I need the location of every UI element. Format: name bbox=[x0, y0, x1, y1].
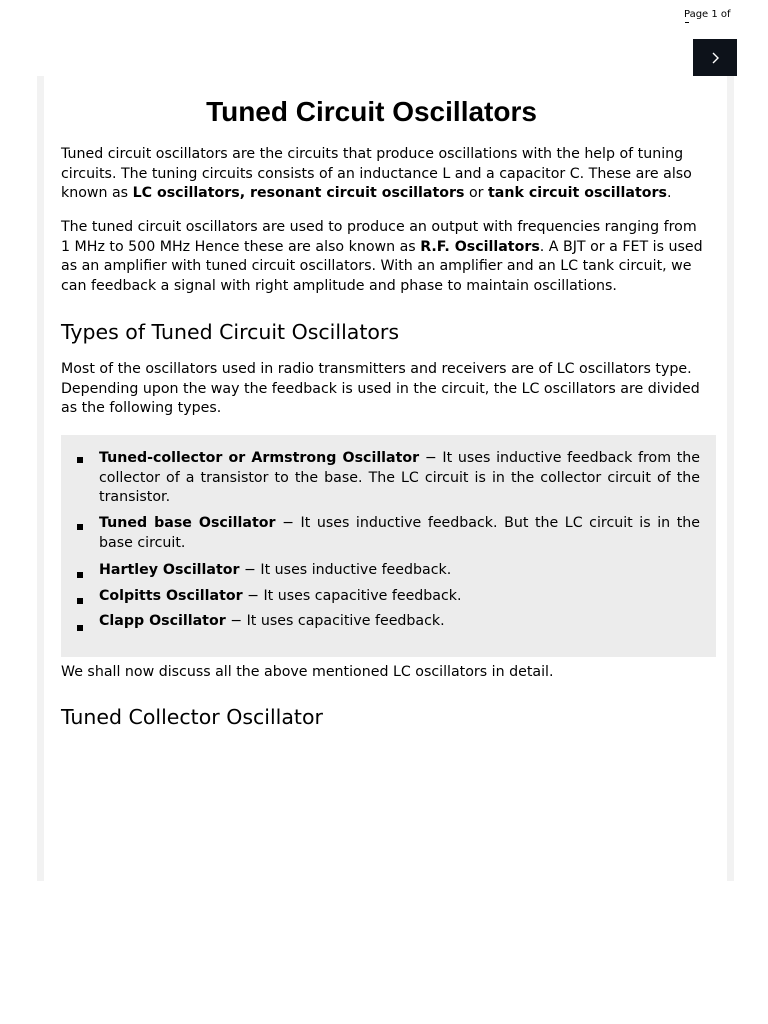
page-indicator bbox=[684, 9, 731, 20]
list-item-name: Colpitts Oscillator bbox=[99, 588, 243, 604]
document-page bbox=[44, 76, 727, 881]
list-item-desc: − It uses inductive feedback. bbox=[239, 562, 452, 578]
list-item-name: Tuned base Oscillator bbox=[99, 515, 276, 531]
rf-text-1: The tuned circuit oscillators are used to produce an output with frequencies ranging from 1 MHz to 500 MHz Hence these are also known as bbox=[61, 219, 697, 255]
list-item-desc: − It uses capacitive feedback. bbox=[242, 588, 462, 604]
list-item-text bbox=[99, 514, 700, 553]
list-item-text bbox=[99, 561, 700, 581]
intro-text-2: or bbox=[464, 185, 489, 201]
square-bullet-icon bbox=[77, 457, 83, 463]
page-indicator-text: Page 1 of bbox=[684, 9, 731, 20]
list-item-text bbox=[99, 612, 700, 632]
intro-bold-1: LC oscillators, resonant circuit oscillators bbox=[132, 185, 465, 201]
list-item-name: Clapp Oscillator bbox=[99, 613, 226, 629]
types-heading: Types of Tuned Circuit Oscillators bbox=[61, 320, 400, 344]
closing-paragraph: We shall now discuss all the above mentioned LC oscillators in detail. bbox=[61, 664, 554, 680]
list-item-name: Hartley Oscillator bbox=[99, 562, 240, 578]
list-item-desc: − It uses inductive feedback from the collector of a transistor to the base. The LC circuit is in the collector circuit of the transistor. bbox=[99, 450, 700, 505]
intro-text-1: Tuned circuit oscillators are the circuits that produce oscillations with the help of tuning circuits. The tuning circuits consists of an inductance L and a capacitor C. These are also known as bbox=[61, 146, 692, 201]
rf-paragraph bbox=[61, 218, 704, 296]
list-item-desc: − It uses inductive feedback. But the LC circuit is in the base circuit. bbox=[99, 515, 700, 551]
rf-bold-1: R.F. Oscillators bbox=[420, 238, 540, 255]
page-indicator-underline bbox=[685, 22, 689, 23]
types-intro-paragraph: Most of the oscillators used in radio transmitters and receivers are of LC oscillators type. Depending upon the way the feedback is used in the circuit, the LC oscillators are divided as the following types. bbox=[61, 361, 700, 416]
list-item-text bbox=[99, 587, 700, 607]
chevron-right-icon bbox=[710, 51, 720, 65]
list-item-text bbox=[99, 449, 700, 508]
next-section-heading: Tuned Collector Oscillator bbox=[61, 705, 323, 729]
rf-text-2: . A BJT or a FET is used as an amplifier with tuned circuit oscillators. With an amplifier and an LC tank circuit, we can feedback a signal with right amplitude and phase to maintain oscillations. bbox=[61, 238, 703, 294]
intro-paragraph bbox=[61, 145, 704, 204]
intro-bold-2: tank circuit oscillators bbox=[488, 185, 667, 201]
oscillator-types-list bbox=[61, 435, 716, 657]
intro-text-3: . bbox=[666, 185, 672, 201]
square-bullet-icon bbox=[77, 572, 83, 578]
document-title: Tuned Circuit Oscillators bbox=[206, 96, 537, 127]
next-page-button[interactable] bbox=[693, 39, 737, 76]
square-bullet-icon bbox=[77, 524, 83, 530]
square-bullet-icon bbox=[77, 625, 83, 631]
square-bullet-icon bbox=[77, 598, 83, 604]
list-item-desc: − It uses capacitive feedback. bbox=[225, 613, 445, 629]
list-item-name: Tuned-collector or Armstrong Oscillator bbox=[99, 450, 420, 466]
